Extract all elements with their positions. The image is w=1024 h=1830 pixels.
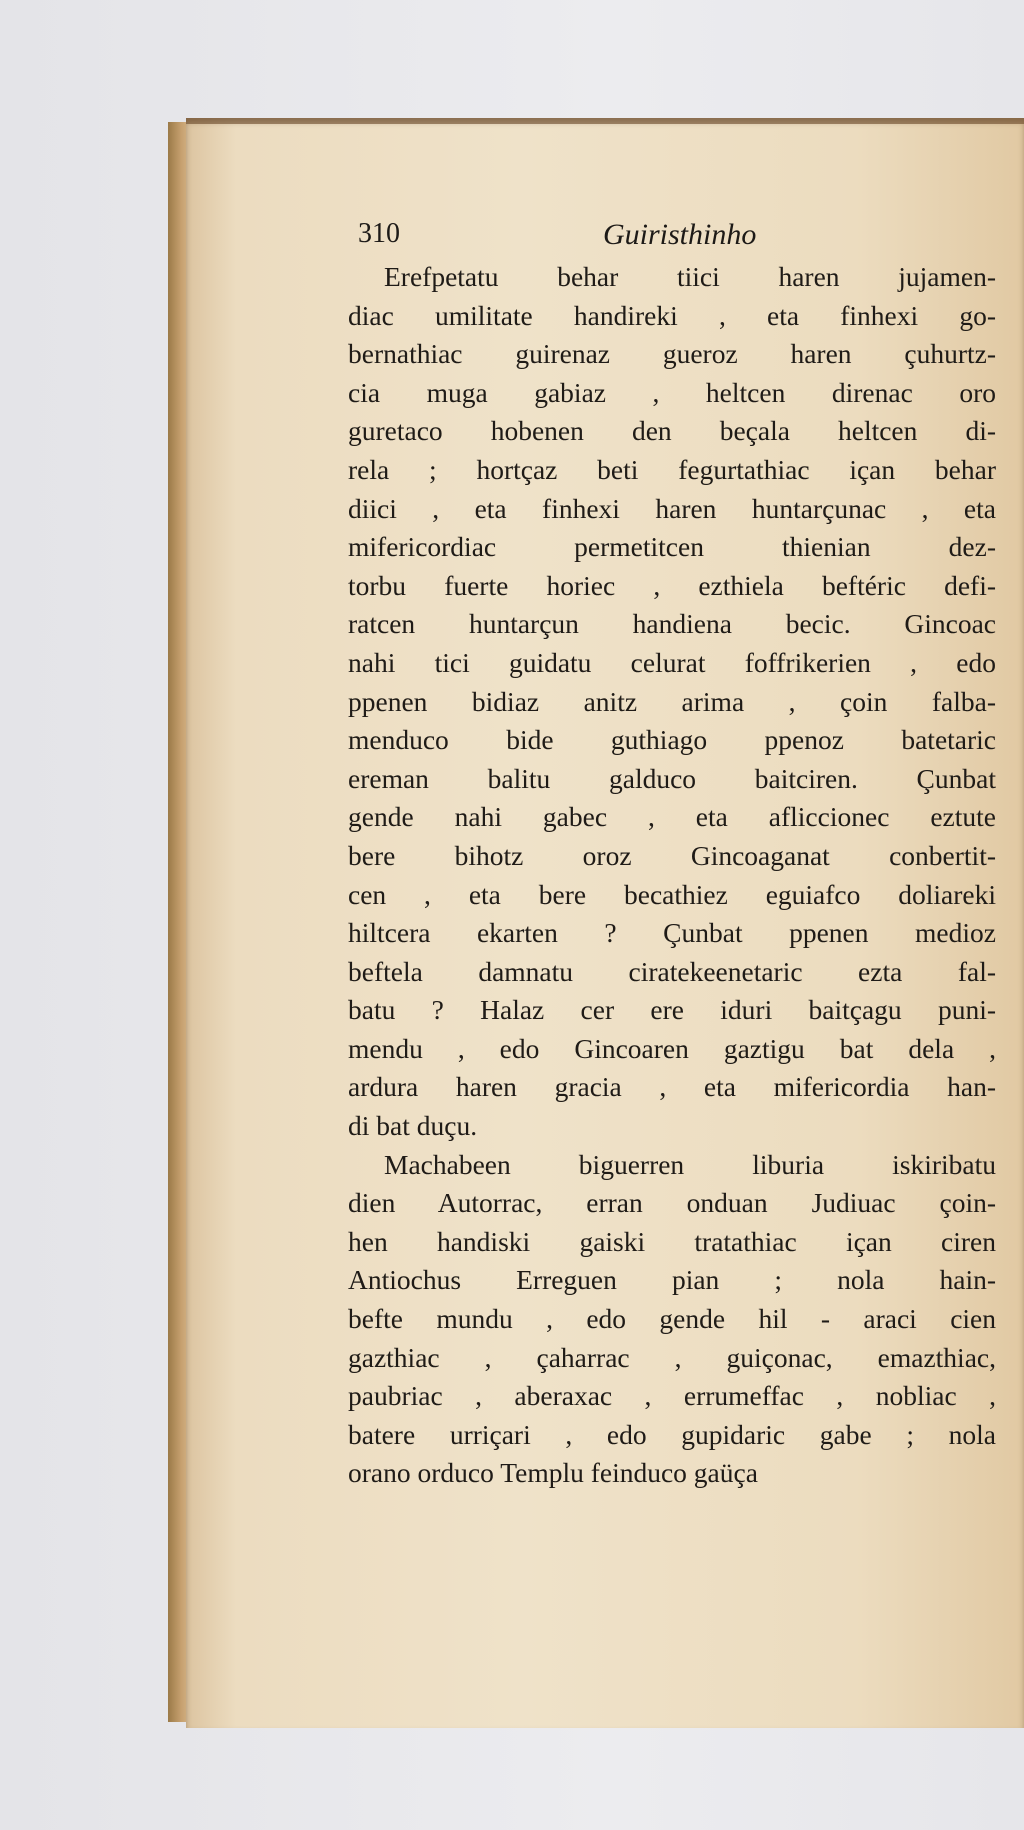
- text-line: dien Autorrac, erran onduan Judiuac çoin-: [348, 1187, 996, 1219]
- text-line: batere urriçari , edo gupidaric gabe ; nola: [348, 1418, 996, 1450]
- text-line: ereman balitu galduco baitciren. Çunbat: [348, 762, 996, 794]
- text-line: Machabeen biguerren liburia iskiribatu: [384, 1148, 996, 1180]
- text-line: cia muga gabiaz , heltcen direnac oro: [348, 376, 996, 408]
- text-line: guretaco hobenen den beçala heltcen di-: [348, 415, 996, 447]
- text-line: diici , eta finhexi haren huntarçunac , eta: [348, 492, 996, 524]
- paragraph: [348, 258, 996, 1146]
- text-line: hen handiski gaiski tratathiac içan ciren: [348, 1225, 996, 1257]
- text-line: bere bihotz oroz Gincoaganat conbertit-: [348, 839, 996, 871]
- text-line: gende nahi gabec , eta afliccionec eztute: [348, 801, 996, 833]
- text-line: gazthiac , çaharrac , guiçonac, emazthiac,: [348, 1341, 996, 1373]
- text-line: batu ? Halaz cer ere iduri baitçagu puni-: [348, 994, 996, 1026]
- text-line: paubriac , aberaxac , errumeffac , nobliac ,: [348, 1380, 996, 1412]
- text-block: [348, 258, 996, 1493]
- text-line: Antiochus Erreguen pian ; nola hain-: [348, 1264, 996, 1296]
- text-line: di bat duçu.: [348, 1110, 478, 1142]
- text-line: hiltcera ekarten ? Çunbat ppenen medioz: [348, 917, 996, 949]
- text-line: rela ; hortçaz beti fegurtathiac içan behar: [348, 453, 996, 485]
- paragraph: [348, 1146, 996, 1493]
- text-line: cen , eta bere becathiez eguiafco doliareki: [348, 878, 996, 910]
- text-line: ardura haren gracia , eta mifericordia han-: [348, 1071, 996, 1103]
- text-line: ratcen huntarçun handiena becic. Gincoac: [348, 608, 996, 640]
- text-line: befte mundu , edo gende hil - araci cien: [348, 1303, 996, 1335]
- page-number: 310: [358, 218, 400, 249]
- text-line: torbu fuerte horiec , ezthiela beftéric defi-: [348, 569, 996, 601]
- text-line: mendu , edo Gincoaren gaztigu bat dela ,: [348, 1032, 996, 1064]
- text-line: Erefpetatu behar tiici haren jujamen-: [384, 261, 996, 292]
- page-top-edge: [186, 118, 1024, 124]
- running-title: Guiristhinho: [603, 218, 757, 251]
- text-line: beftela damnatu ciratekeenetaric ezta fal-: [348, 955, 996, 987]
- text-line: bernathiac guirenaz gueroz haren çuhurtz-: [348, 338, 996, 370]
- text-line: menduco bide guthiago ppenoz batetaric: [348, 724, 996, 756]
- text-line: mifericordiac permetitcen thienian dez-: [348, 531, 996, 563]
- running-head: [358, 218, 958, 256]
- text-line: nahi tici guidatu celurat foffrikerien , edo: [348, 646, 996, 678]
- text-line: diac umilitate handireki , eta finhexi go-: [348, 299, 996, 331]
- text-line: ppenen bidiaz anitz arima , çoin falba-: [348, 685, 996, 717]
- text-line: orano orduco Templu feinduco gaüça: [348, 1457, 758, 1489]
